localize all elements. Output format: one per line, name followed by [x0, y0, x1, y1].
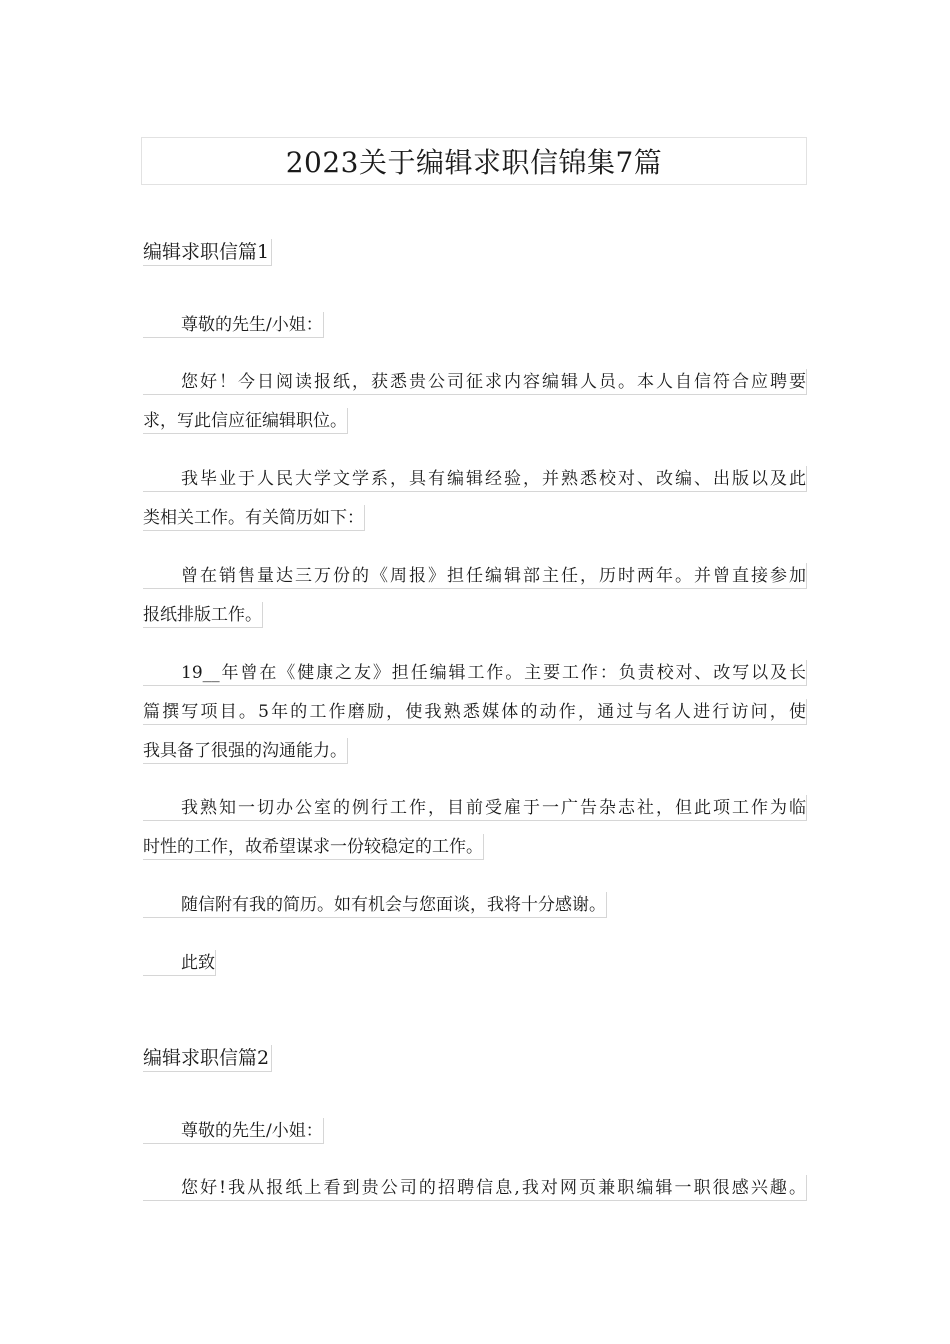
salutation-2: 尊敬的先生/小姐： — [143, 1118, 324, 1144]
paragraph-line: 时性的工作，故希望谋求一份较稳定的工作。 — [143, 834, 484, 860]
paragraph-line: 您好!我从报纸上看到贵公司的招聘信息,我对网页兼职编辑一职很感兴趣。 — [143, 1175, 807, 1201]
section-heading-1: 编辑求职信篇1 — [143, 239, 272, 266]
paragraph-line: 曾在销售量达三万份的《周报》担任编辑部主任，历时两年。并曾直接参加 — [143, 563, 807, 589]
paragraph-line: 篇撰写项目。5年的工作磨励，使我熟悉媒体的动作，通过与名人进行访问，使 — [143, 699, 807, 725]
paragraph-line: 我熟知一切办公室的例行工作，目前受雇于一广告杂志社，但此项工作为临 — [143, 795, 807, 821]
salutation-1: 尊敬的先生/小姐： — [143, 312, 324, 338]
closing-line: 此致 — [143, 950, 216, 976]
paragraph-line: 19__年曾在《健康之友》担任编辑工作。主要工作：负责校对、改写以及长 — [143, 660, 807, 686]
paragraph-line: 类相关工作。有关简历如下： — [143, 505, 365, 531]
document-title: 2023关于编辑求职信锦集7篇 — [285, 146, 663, 179]
paragraph-line: 我具备了很强的沟通能力。 — [143, 738, 348, 764]
paragraph-line: 您好！今日阅读报纸，获悉贵公司征求内容编辑人员。本人自信符合应聘要 — [143, 369, 807, 395]
paragraph-line: 随信附有我的简历。如有机会与您面谈，我将十分感谢。 — [143, 892, 607, 918]
paragraph-line: 我毕业于人民大学文学系，具有编辑经验，并熟悉校对、改编、出版以及此 — [143, 466, 807, 492]
document-title-box — [141, 137, 807, 185]
paragraph-line: 求，写此信应征编辑职位。 — [143, 408, 348, 434]
section-heading-2: 编辑求职信篇2 — [143, 1045, 272, 1072]
paragraph-line: 报纸排版工作。 — [143, 602, 263, 628]
